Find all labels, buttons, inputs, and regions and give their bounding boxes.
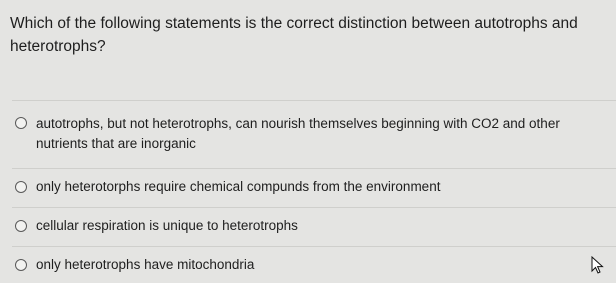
- answer-options: [0, 100, 616, 283]
- answer-option-label: autotrophs, but not heterotrophs, can nourish themselves beginning with CO2 and other nutrients that are inorganic: [36, 116, 560, 151]
- answer-option-3[interactable]: [0, 208, 616, 246]
- answer-option-label: cellular respiration is unique to heterotrophs: [36, 218, 298, 233]
- radio-unchecked-icon[interactable]: [15, 117, 27, 129]
- question-text: Which of the following statements is the correct distinction between autotrophs and heterotrophs?: [10, 15, 578, 55]
- answer-option-2[interactable]: [0, 169, 616, 207]
- answer-option-label: only heterotorphs require chemical compunds from the environment: [36, 179, 441, 194]
- answer-option-4[interactable]: [0, 247, 616, 283]
- answer-option-label: only heterotrophs have mitochondria: [36, 257, 255, 272]
- radio-unchecked-icon[interactable]: [15, 181, 27, 193]
- answer-option-1[interactable]: [0, 101, 616, 168]
- radio-unchecked-icon[interactable]: [15, 220, 27, 232]
- mouse-pointer-icon: [591, 256, 605, 274]
- radio-unchecked-icon[interactable]: [15, 259, 27, 271]
